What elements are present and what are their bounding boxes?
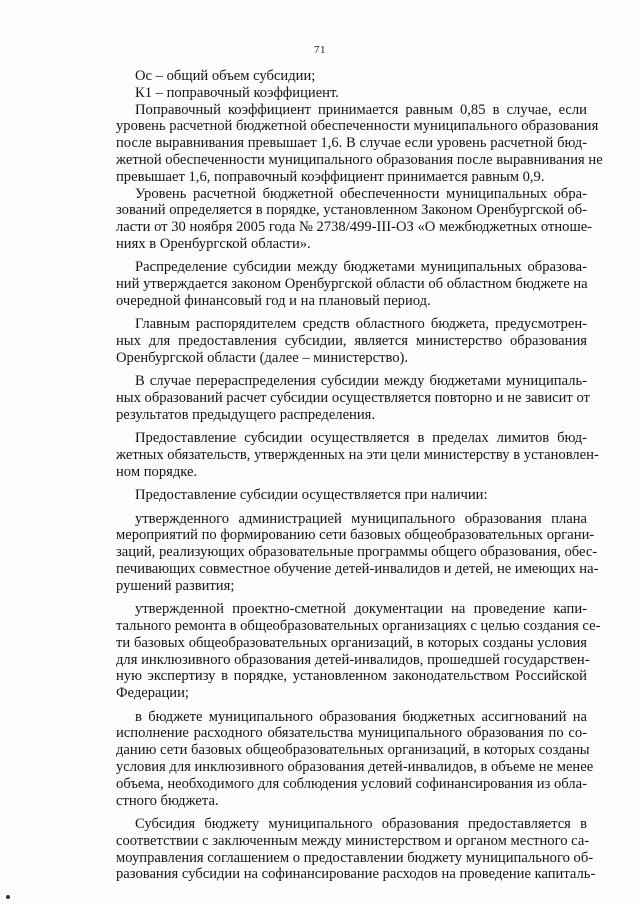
paragraph [116, 816, 596, 883]
paragraph [116, 85, 587, 102]
text-line: Главным распорядителем средств областного бюджета, предусмотрен- [135, 316, 587, 333]
text-line: Оренбургской области (далее – министерство). [116, 349, 409, 366]
text-line: соответствии с заключенным между министерством и органом местного са- [116, 832, 590, 849]
text-line: данию сети базовых общеобразовательных организаций, в которых созданы [116, 742, 590, 759]
paragraph [116, 510, 599, 595]
text-line: утвержденного администрацией муниципального образования плана [135, 510, 587, 527]
text-line: ных образований расчет субсидии осуществляется повторно и не зависит от [116, 390, 590, 407]
text-line: исполнение расходного обязательства муниципального образования по со- [116, 725, 587, 742]
paragraph [116, 601, 601, 702]
paragraph-gap [116, 367, 587, 374]
page-number: 71 [314, 44, 326, 56]
paragraph [116, 185, 593, 253]
document-body [116, 68, 603, 883]
paragraph-gap [116, 310, 587, 317]
text-line: Ос – общий объем субсидии; [135, 68, 316, 84]
text-line: превышает 1,6, поправочный коэффициент принимается равным 0,9. [116, 168, 545, 185]
paragraph-gap [116, 424, 587, 431]
text-line: ниях в Оренбургской области». [116, 235, 311, 252]
paragraph [116, 430, 599, 480]
text-line: ти базовых общеобразовательных организаций, в которых созданы условия [116, 634, 587, 651]
paragraph [116, 316, 587, 366]
paragraph-gap [116, 253, 587, 260]
text-line: уровень расчетной бюджетной обеспеченности муниципального образования [116, 118, 599, 135]
text-line: Предоставление субсидии осуществляется в пределах лимитов бюд- [135, 430, 587, 447]
text-line: мероприятий по формированию сети базовых общеобразовательных органи- [116, 527, 595, 544]
paragraph [116, 101, 603, 186]
text-line: Уровень расчетной бюджетной обеспеченности муниципальных обра- [135, 185, 587, 202]
text-line: разования субсидии на софинансирование расходов на проведение капиталь- [116, 866, 596, 883]
text-line: ласти от 30 ноября 2005 года № 2738/499-III-ОЗ «О межбюджетных отноше- [116, 219, 593, 236]
text-line: очередной финансовый год и на плановый период. [116, 292, 431, 309]
text-line: зований определяется в порядке, установленном Законом Оренбургской об- [116, 202, 588, 219]
text-line: в бюджете муниципального образования бюджетных ассигнований на [135, 708, 587, 725]
text-line: утвержденной проектно-сметной документации на проведение капи- [135, 601, 587, 618]
text-line: объема, необходимого для соблюдения условий софинансирования из обла- [116, 775, 587, 792]
text-line: Федерации; [116, 685, 189, 702]
text-line: условия для инклюзивного образования детей-инвалидов, в объеме не менее [116, 759, 594, 776]
text-line: после выравнивания превышает 1,6. В случае если уровень расчетной бюд- [116, 135, 587, 152]
text-line: Поправочный коэффициент принимается равным 0,85 в случае, если [135, 101, 587, 118]
text-line: результатов предыдущего распределения. [116, 406, 376, 423]
text-line: К1 – поправочный коэффициент. [135, 84, 339, 101]
text-line: Распределение субсидии между бюджетами муниципальных образова- [135, 259, 587, 276]
text-line: ную экспертизу в порядке, установленном законодательством Российской [116, 668, 587, 685]
paragraph-gap [116, 809, 587, 816]
paragraph-gap [116, 702, 587, 709]
text-line: В случае перераспределения субсидии между бюджетами муниципаль- [135, 373, 587, 390]
scan-artifact-dot [6, 895, 10, 899]
paragraph [116, 259, 587, 309]
paragraph [116, 708, 594, 810]
text-line: жетных обязательств, утвержденных на эти цели министерству в установлен- [116, 447, 599, 464]
text-line: заций, реализующих образовательные программы общего образования, обес- [116, 544, 598, 561]
paragraph [116, 68, 587, 85]
paragraph [116, 373, 590, 423]
text-line: печивающих совместное обучение детей-инвалидов и детей, не имеющих на- [116, 561, 599, 578]
text-line: Субсидия бюджету муниципального образования предоставляется в [135, 816, 587, 833]
text-line: Предоставление субсидии осуществляется при наличии: [135, 487, 488, 504]
text-line: ных для предоставления субсидии, является министерство образования [116, 333, 587, 350]
text-line: стного бюджета. [116, 792, 219, 809]
text-line: рушений развития; [116, 577, 235, 594]
text-line: ний утверждается законом Оренбургской области об областном бюджете на [116, 276, 588, 293]
text-line: для инклюзивного образования детей-инвалидов, прошедшей государствен- [116, 651, 590, 668]
text-line: ном порядке. [116, 463, 198, 480]
text-line: моуправления соглашением о предоставлении бюджету муниципального об- [116, 849, 594, 866]
text-line: тального ремонта в общеобразовательных организациях с целью создания се- [116, 618, 601, 635]
text-line: жетной обеспеченности муниципального образования после выравнивания не [116, 151, 603, 168]
paragraph-gap [116, 504, 587, 511]
paragraph-gap [116, 595, 587, 602]
paragraph [116, 487, 587, 504]
paragraph-gap [116, 481, 587, 488]
